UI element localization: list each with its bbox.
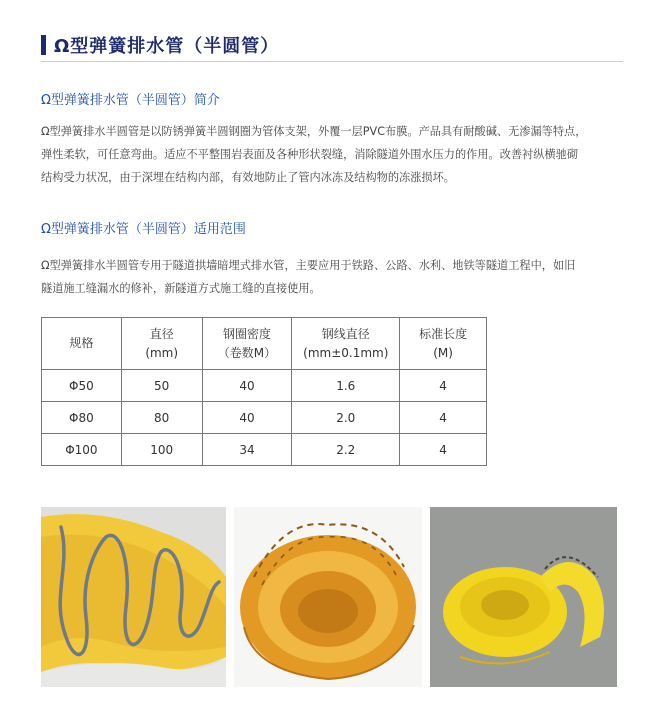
scope-line: 隧道施工缝漏水的修补，新隧道方式施工缝的直接使用。 [41, 282, 321, 295]
table-cell: 2.2 [292, 434, 400, 466]
header-spec: 规格 [42, 318, 122, 370]
intro-paragraph [41, 120, 631, 189]
intro-line: 结构受力状况，由于深埋在结构内部，有效地防止了管内冰冻及结构物的冻涨损坏。 [41, 171, 455, 184]
table-cell: 4 [400, 402, 487, 434]
table-cell: 40 [202, 370, 292, 402]
header-ring-density: 钢圈密度 （卷数M） [202, 318, 292, 370]
table-cell: Φ80 [42, 402, 122, 434]
spec-table [41, 317, 487, 466]
page-title-bar [41, 34, 279, 56]
section-heading-scope: Ω型弹簧排水管（半圆管）适用范围 [41, 222, 246, 237]
table-cell: 1.6 [292, 370, 400, 402]
scope-paragraph [41, 254, 631, 300]
header-wire-diameter: 钢线直径 (mm±0.1mm) [292, 318, 400, 370]
table-cell: 4 [400, 370, 487, 402]
section-heading-intro: Ω型弹簧排水管（半圆管）简介 [41, 93, 220, 108]
table-cell: 40 [202, 402, 292, 434]
product-photo-closeup [41, 507, 226, 687]
table-row [42, 434, 487, 466]
intro-line: 弹性柔软，可任意弯曲。适应不平整围岩表面及各种形状裂缝，消除隧道外围水压力的作用。改善衬纵横驰砌 [41, 148, 579, 161]
table-cell: 2.0 [292, 402, 400, 434]
table-cell: Φ50 [42, 370, 122, 402]
product-photo-coil-yellow [430, 507, 617, 687]
table-row [42, 402, 487, 434]
table-row [42, 370, 487, 402]
scope-line: Ω型弹簧排水半圆管专用于隧道拱墙暗埋式排水管，主要应用于铁路、公路、水利、地铁等隧道工程中，如旧 [41, 259, 576, 272]
table-header-row [42, 318, 487, 370]
header-length: 标准长度 (M) [400, 318, 487, 370]
table-cell: 4 [400, 434, 487, 466]
table-cell: 50 [121, 370, 202, 402]
table-cell: Φ100 [42, 434, 122, 466]
table-cell: 100 [121, 434, 202, 466]
title-accent-bar [41, 35, 46, 55]
table-cell: 34 [202, 434, 292, 466]
page-title: Ω型弹簧排水管（半圆管） [54, 36, 280, 57]
product-photo-coil-orange [234, 507, 422, 687]
title-divider [41, 61, 623, 62]
table-cell: 80 [121, 402, 202, 434]
header-diameter: 直径 (mm) [121, 318, 202, 370]
intro-line: Ω型弹簧排水半圆管是以防锈弹簧半圆钢圈为管体支架，外覆一层PVC布膜。产品具有耐酸碱、无渗漏等特点， [41, 125, 587, 138]
